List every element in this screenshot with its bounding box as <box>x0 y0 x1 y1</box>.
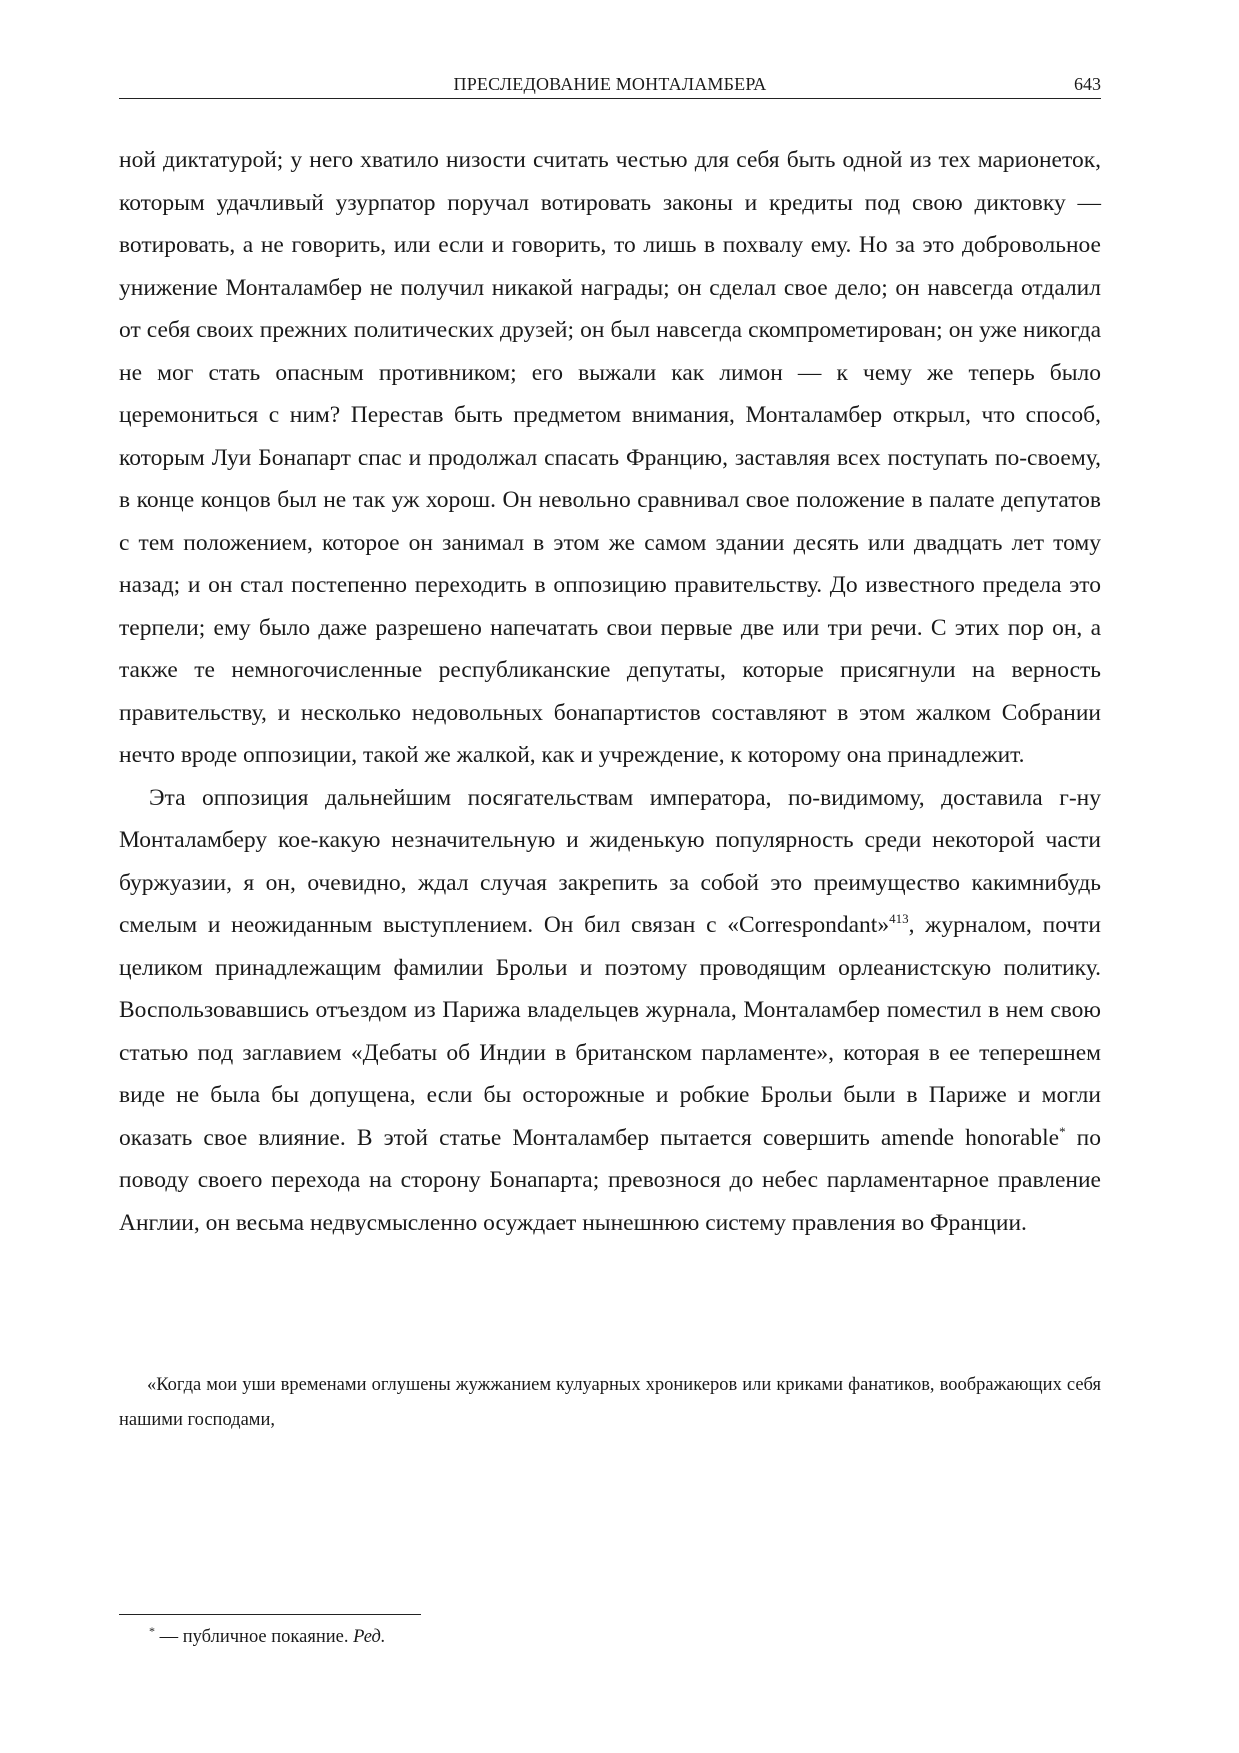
footnote <box>149 1623 385 1651</box>
paragraph-2-text-b: , журналом, почти целиком принадлежащим фамилии Брольи и поэтому проводящим орлеанистскую политику. Воспользовавшись отъездом из Парижа владельцев журнала, Монталамбер поместил в нем свою статью под заглавием «Дебаты об Индии в британском парламенте», которая в ее теперешнем виде не была бы допущена, если бы осторожные и робкие Брольи были в Париже и могли оказать свое влияние. В этой статье Монталамбер пытается совершить amende honorable <box>119 912 1102 1151</box>
paragraph-1: ной диктатурой; у него хватило низости считать честью для себя быть одной из тех марионеток, которым удачливый узурпатор поручал вотировать законы и кредиты под свою диктовку — вотировать, а не говорить, или если и говорить, то лишь в похвалу ему. Но за это добровольное унижение Монталамбер не получил никакой награды; он сделал свое дело; он навсегда отдалил от себя своих прежних политических друзей; он был навсегда скомпрометирован; он уже никогда не мог стать опасным противником; его выжали как лимон — к чему же теперь было церемониться с ним? Перестав быть предметом внимания, Монталамбер открыл, что способ, которым Луи Бонапарт спас и продолжал спасать Францию, заставляя всех поступать по-своему, в конце концов был не так уж хорош. Он невольно сравнивал свое положение в палате депутатов с тем положением, которое он занимал в этом же самом здании десять или двадцать лет тому назад; и он стал постепенно переходить в оппозицию правительству. До известного предела это терпели; ему было даже разрешено напечатать свои первые две или три речи. С этих пор он, а также те немногочисленные республиканские депутаты, которые присягнули на верность правительству, и несколько недовольных бонапартистов составляют в этом жалком Собрании нечто вроде оппозиции, такой же жалкой, как и учреждение, к которому она принадлежит. <box>119 147 1101 768</box>
paragraph-2 <box>119 777 1101 1245</box>
running-title: ПРЕСЛЕДОВАНИЕ МОНТАЛАМБЕРА <box>453 74 767 94</box>
paragraph-2-text-c: по поводу своего перехода на сторону Бонапарта; превознося до небес парламентарное правление Англии, он весьма недвусмысленно осуждает нынешнюю систему правления во Франции. <box>119 1124 1102 1236</box>
running-header <box>119 72 1101 99</box>
paragraph-2-text-a: Эта оппозиция дальнейшим посягательствам императора, по-видимому, доставила г-ну Монталамберу кое-какую незначительную и жиденькую популярность среди некоторой части буржуазии, я он, очевидно, ждал случая закрепить за собой это преимущество какимнибудь смелым и неожиданным выступлением. Он бил связан с «Correspondant» <box>119 784 1101 938</box>
page-number: 643 <box>1074 74 1101 94</box>
footnote-marker: * <box>149 1623 155 1638</box>
footnote-divider <box>119 1614 421 1615</box>
quotation-start: «Когда мои уши временами оглушены жужжанием кулуарных хроникеров или криками фанатиков, воображающих себя нашими господами, <box>119 1375 1101 1430</box>
footnote-text: — публичное покаяние. <box>155 1627 354 1647</box>
footnote-editor-mark: Ред. <box>353 1627 386 1647</box>
footnote-reference-star: * <box>1059 1123 1066 1139</box>
main-text <box>119 139 1101 1244</box>
endnote-reference-413: 413 <box>889 911 909 927</box>
